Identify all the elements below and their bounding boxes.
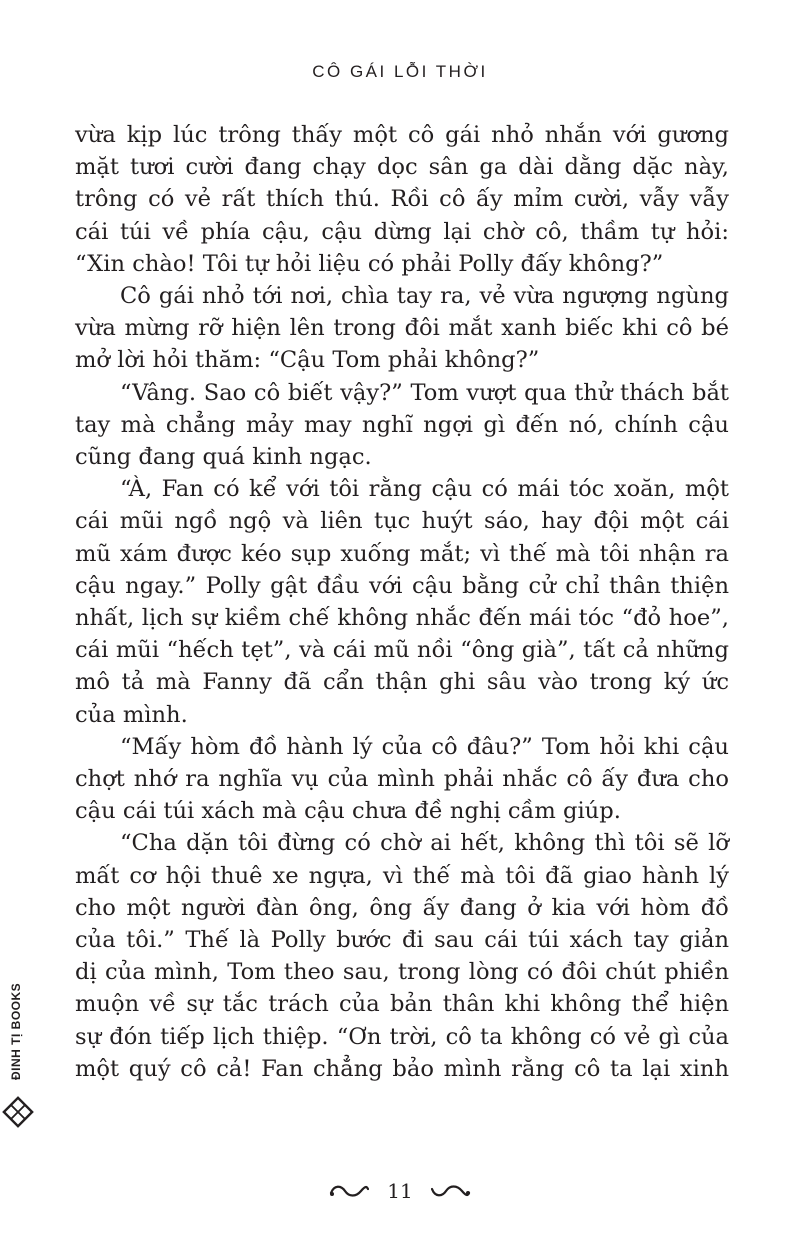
- text-line: mặt tươi cười đang chạy dọc sân ga dài dằng dặc này,: [75, 154, 729, 181]
- text-line: “Vâng. Sao cô biết vậy?” Tom vượt qua thử thách bắt: [120, 379, 729, 406]
- text-line: dị của mình, Tom theo sau, trong lòng có đôi chút phiền: [75, 959, 729, 986]
- text-line: nhất, lịch sự kiềm chế không nhắc đến mái tóc “đỏ hoe”,: [75, 605, 729, 632]
- text-line: mũ xám được kéo sụp xuống mắt; vì thế mà tôi nhận ra: [75, 540, 729, 567]
- running-title: CÔ GÁI LỖI THỜI: [312, 62, 488, 81]
- text-line: cậu ngay.” Polly gật đầu với cậu bằng cử chỉ thân thiện: [75, 572, 729, 599]
- body-text: [75, 119, 729, 1085]
- diamond-lattice-logo-icon: [2, 1096, 34, 1128]
- text-line: tay mà chẳng mảy may nghĩ ngợi gì đến nó, chính cậu: [75, 411, 729, 438]
- text-line: mất cơ hội thuê xe ngựa, vì thế mà tôi đã giao hành lý: [75, 862, 729, 889]
- swash-ornament-icon: [431, 1183, 471, 1199]
- text-line: mô tả mà Fanny đã cẩn thận ghi sâu vào trong ký ức: [75, 669, 729, 696]
- text-line: cái mũi “hếch tẹt”, và cái mũ nồi “ông già”, tất cả những: [75, 637, 729, 664]
- swash-ornament-icon: [329, 1183, 369, 1199]
- text-line: chợt nhớ ra nghĩa vụ của mình phải nhắc cô ấy đưa cho: [75, 766, 729, 793]
- text-line: “À, Fan có kể với tôi rằng cậu có mái tóc xoăn, một: [120, 476, 729, 503]
- text-line: mở lời hỏi thăm: “Cậu Tom phải không?”: [75, 347, 540, 374]
- text-line: cái túi về phía cậu, cậu dừng lại chờ cô, thầm tự hỏi:: [75, 218, 729, 245]
- text-line: trông có vẻ rất thích thú. Rồi cô ấy mỉm cười, vẫy vẫy: [75, 186, 729, 213]
- text-line: vừa mừng rỡ hiện lên trong đôi mắt xanh biếc khi cô bé: [75, 315, 729, 342]
- text-line: “Cha dặn tôi đừng có chờ ai hết, không thì tôi sẽ lỡ: [120, 830, 729, 857]
- text-line: của tôi.” Thế là Polly bước đi sau cái túi xách tay giản: [75, 927, 729, 954]
- text-line: cũng đang quá kinh ngạc.: [75, 444, 372, 471]
- text-line: muộn về sự tắc trách của bản thân khi không thể hiện: [75, 991, 729, 1018]
- text-line: của mình.: [75, 701, 188, 728]
- page-number: 11: [387, 1179, 413, 1203]
- text-line: một quý cô cả! Fan chẳng bảo mình rằng cô ta lại xinh: [75, 1055, 729, 1082]
- text-line: cậu cái túi xách mà cậu chưa đề nghị cầm giúp.: [75, 798, 621, 825]
- text-line: Cô gái nhỏ tới nơi, chìa tay ra, vẻ vừa ngượng ngùng: [120, 283, 729, 310]
- text-line: cho một người đàn ông, ông ấy đang ở kia với hòm đồ: [75, 894, 729, 921]
- text-line: cái mũi ngồ ngộ và liên tục huýt sáo, hay đội một cái: [75, 508, 729, 535]
- text-line: “Mấy hòm đồ hành lý của cô đâu?” Tom hỏi khi cậu: [120, 733, 729, 760]
- publisher-name: ĐINH TỊ BOOKS: [9, 982, 23, 1080]
- text-line: vừa kịp lúc trông thấy một cô gái nhỏ nhắn với gương: [75, 122, 729, 148]
- text-line: “Xin chào! Tôi tự hỏi liệu có phải Polly đấy không?”: [75, 250, 664, 277]
- page-footer: [0, 1174, 800, 1208]
- publisher-mark: [0, 972, 36, 1136]
- text-line: sự đón tiếp lịch thiệp. “Ơn trời, cô ta không có vẻ gì của: [75, 1023, 729, 1050]
